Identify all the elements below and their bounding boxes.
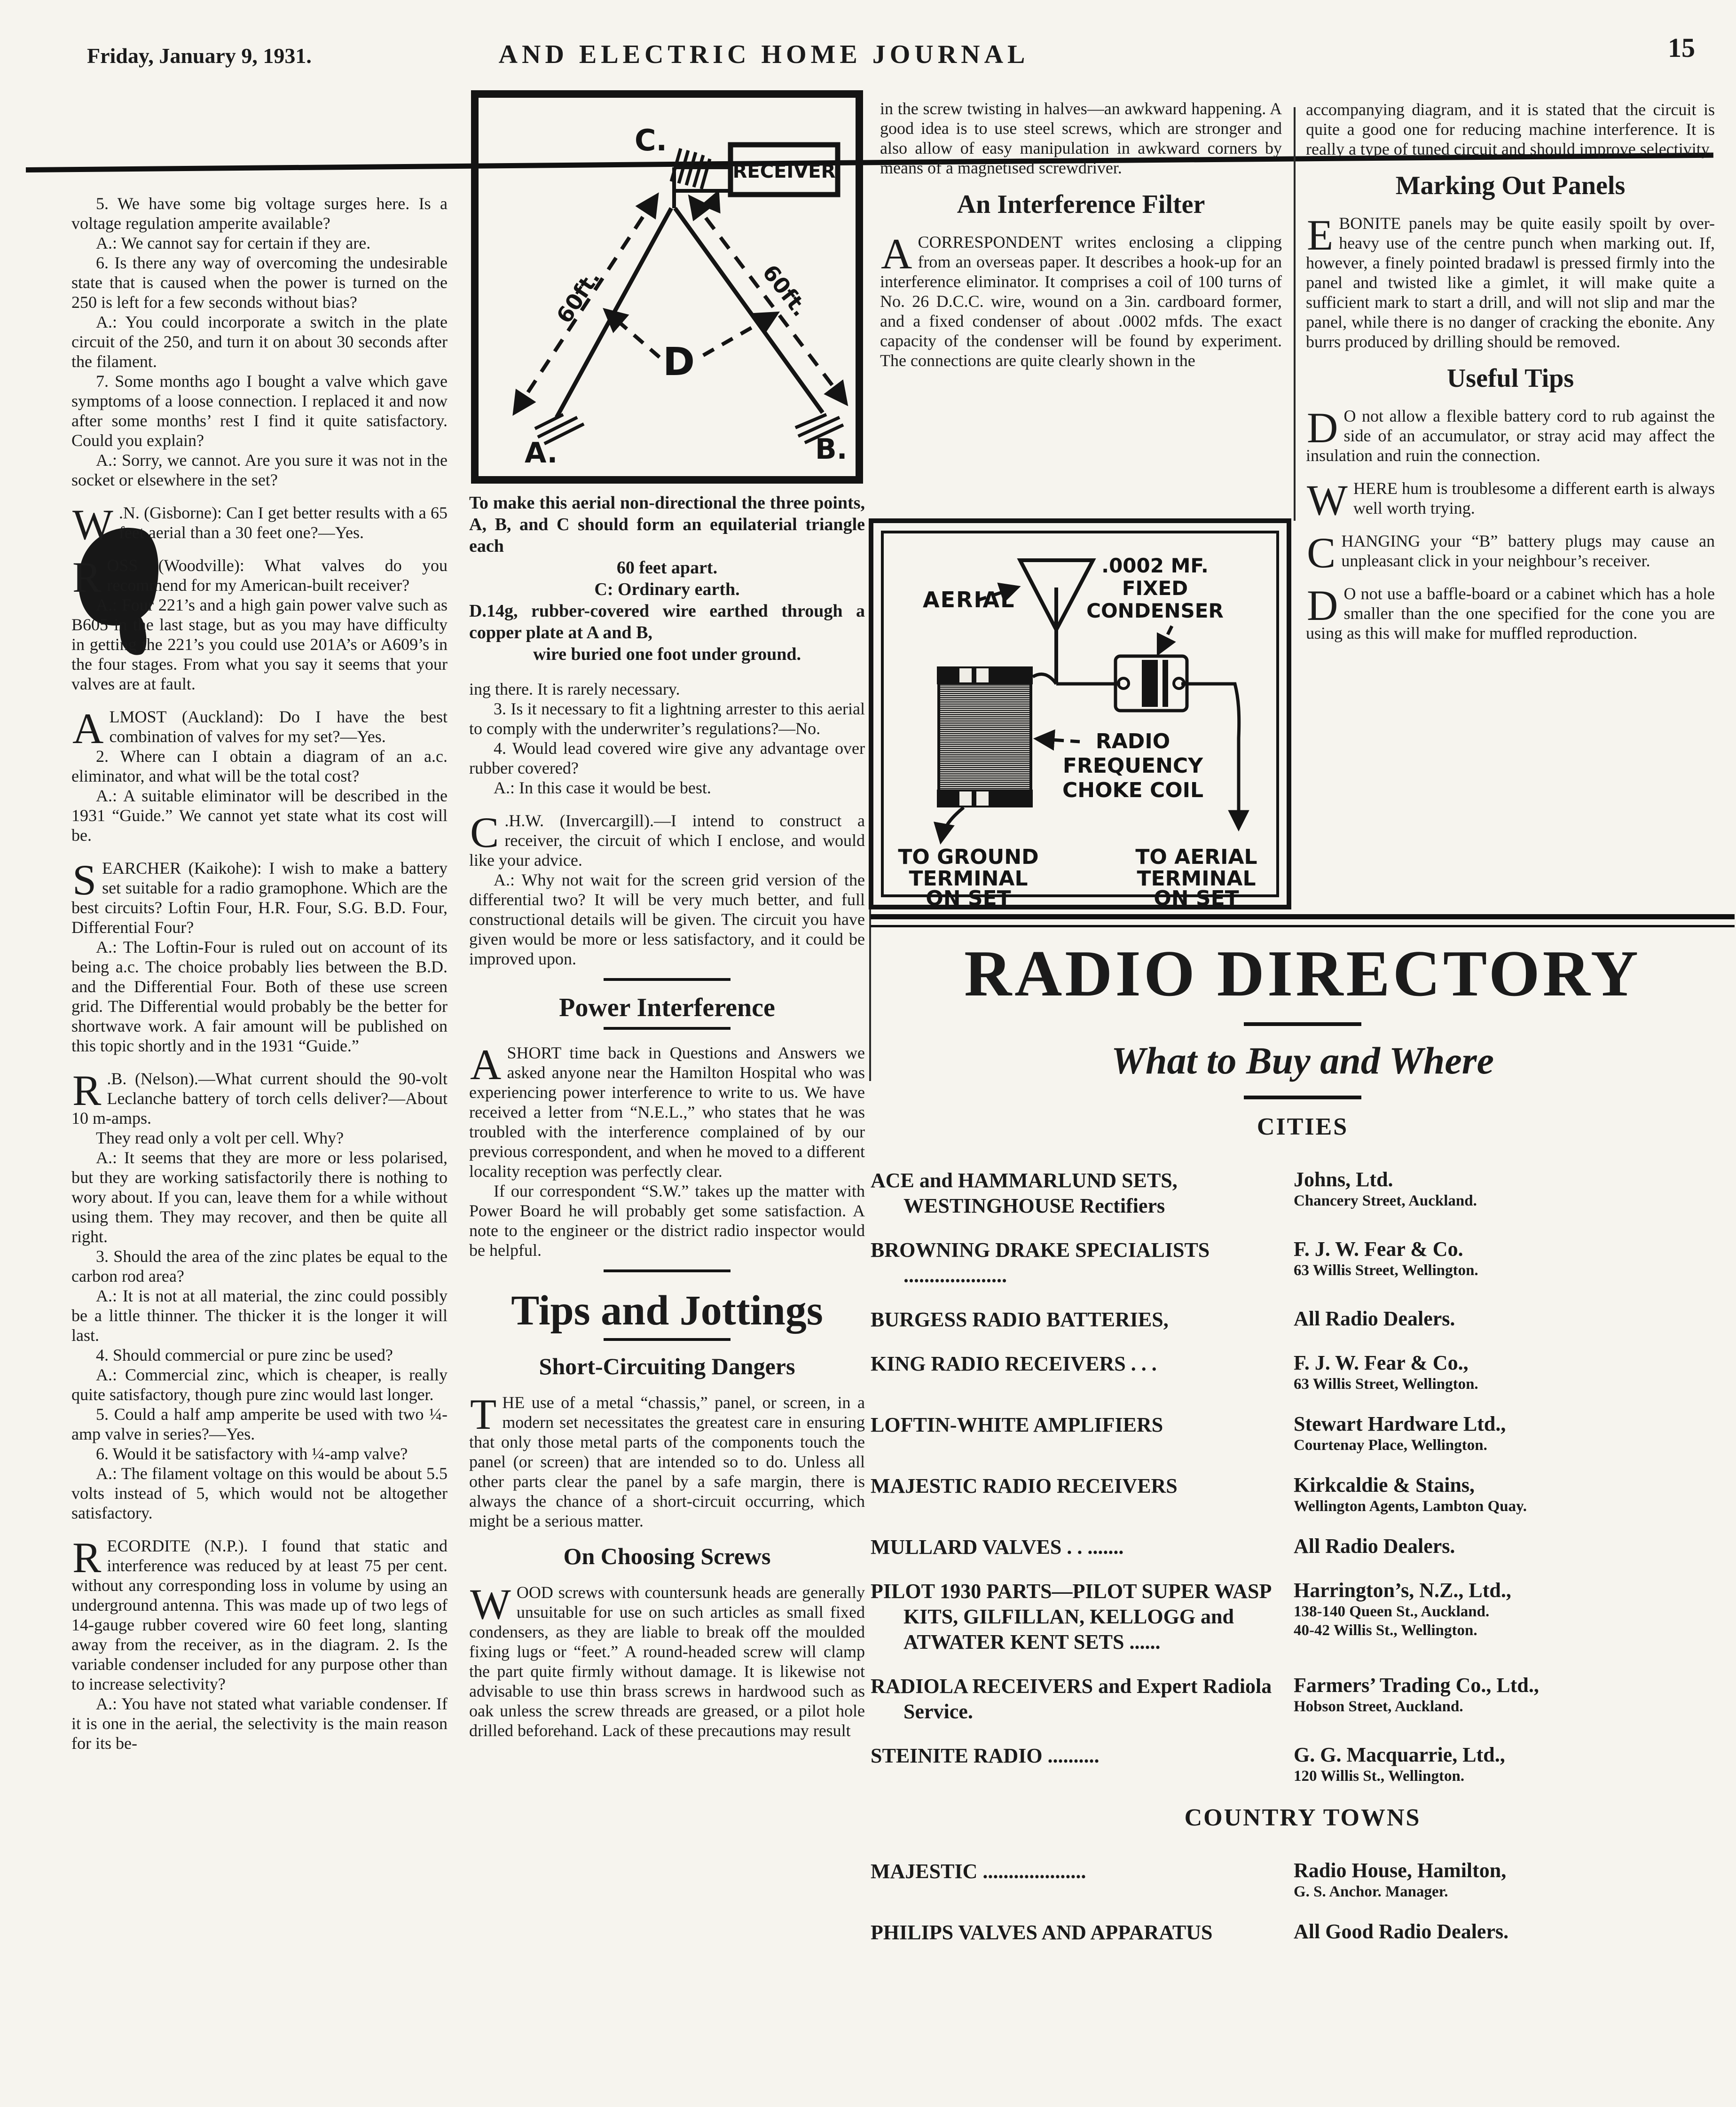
masthead-page-number: 15 (1668, 32, 1695, 63)
caption-line: To make this aerial non-directional the three points, A, B, and C should form an equilaterial triangle each (469, 493, 865, 556)
paragraph-text: ECORDITE (N.P.). I found that static and interference was reduced by at least 75 per cent. without any corresponding loss in volume by using an underground antenna. This was made up of two legs of 14-gauge rubber covered wire 60 feet long, slanting away from the receiver, as in the diagram. 2. Is the variable condenser included for any purpose other than to increase selectivity? (71, 1536, 448, 1693)
directory-product: MULLARD VALVES . . ....... (871, 1535, 1124, 1559)
condenser-label-line3: CONDENSER (1086, 599, 1224, 622)
paragraph-text: EARCHER (Kaikohe): I wish to make a battery set suitable for a radio gramophone. Which are the best circuits? Loftin Four, H.R. Four, S.G. B.D. Four, Differential Four? (71, 859, 448, 937)
directory-dealer (1294, 1743, 1735, 1786)
radio-directory-section (871, 914, 1735, 1964)
directory-dealer (1294, 1238, 1735, 1288)
paragraph-text: CORRESPONDENT writes enclosing a clipping from an overseas paper. It describes a hook-up for an interference eliminator. It comprises a coil of 100 turns of No. 26 D.C.C. wire, wound on a 3in. cardboard former, and a fixed condenser of about .0002 mfds. The exact capacity of the condenser will be found by experiment. The connections are quite clearly shown in the (880, 233, 1282, 370)
ground-label-line1: TO GROUND (898, 845, 1039, 869)
qa-question: 6. Would it be satisfactory with ¼-amp valve? (96, 1444, 408, 1463)
column-right (1306, 100, 1715, 643)
dealer-name: All Radio Dealers. (1294, 1535, 1455, 1558)
qa-answer: A.: The filament voltage on this would be about 5.5 volts instead of 5, which would not be altogether satisfactory. (71, 1464, 448, 1522)
condenser-label-line2: FIXED (1122, 577, 1188, 600)
drop-cap: R (72, 1534, 102, 1582)
article-paragraph (880, 232, 1282, 370)
drop-cap: C (1307, 529, 1336, 577)
dealer-address: 63 Willis Street, Wellington. (1294, 1262, 1478, 1279)
drop-cap: D (1307, 404, 1338, 452)
directory-cities-heading: CITIES (1257, 1113, 1349, 1140)
directory-product: BURGESS RADIO BATTERIES, (871, 1308, 1169, 1331)
tip-item (1306, 581, 1715, 643)
correspondent-item (71, 1066, 448, 1128)
drop-cap: W (1307, 476, 1348, 524)
choke-label-line1: RADIO (1095, 729, 1170, 753)
qa-question: 3. Is it necessary to fit a lightning arrester to this aerial to comply with the underwriter’s regulations?—No. (469, 699, 865, 738)
caption-line: 60 feet apart. (616, 558, 718, 578)
directory-entry (871, 1674, 1735, 1724)
condenser-label-line1: .0002 MF. (1101, 554, 1209, 577)
directory-entry (871, 1535, 1735, 1560)
qa-question: They read only a volt per cell. Why? (96, 1128, 344, 1147)
directory-entry (871, 1351, 1735, 1394)
paragraph-text: LMOST (Auckland): Do I have the best combination of valves for my set?—Yes. (109, 707, 448, 746)
article-continuation: accompanying diagram, and it is stated that the circuit is quite a good one for reducing machine interference. It is really a type of tuned circuit and should improve selectivity. (1306, 100, 1715, 158)
article-paragraph (469, 1043, 865, 1181)
dealer-name: Radio House, Hamilton, (1294, 1859, 1507, 1882)
tip-item (1306, 529, 1715, 577)
aerial-terminal-line2: TERMINAL (1137, 867, 1256, 891)
aerial-terminal-label (1135, 845, 1257, 910)
interference-filter-circuit-diagram (867, 517, 1293, 911)
dealer-address: Courtenay Place, Wellington. (1294, 1437, 1487, 1454)
paragraph-text: O not allow a flexible battery cord to rub against the side of an accumulator, or stray acid may affect the insulation and ruin the connection. (1306, 407, 1715, 465)
dealer-name: F. J. W. Fear & Co. (1294, 1238, 1463, 1261)
qa-question: 4. Should commercial or pure zinc be used? (96, 1346, 393, 1364)
directory-dealer (1294, 1473, 1735, 1516)
qa-question: 6. Is there any way of overcoming the undesirable state that is caused when the power is turned on the 250 is left for a few seconds without bias? (71, 253, 448, 312)
paragraph-text: SHORT time back in Questions and Answers we asked anyone near the Hamilton Hospital who was experiencing power interference to write to us. We have received a letter from “N.E.L.,” who states that he was troubled with the interference complained of by our previous correspondent, and when he moved to a different locality reception was perfectly clear. (469, 1043, 865, 1181)
point-a-label: A. (525, 437, 558, 470)
heading-divider (604, 1338, 731, 1341)
directory-entry (871, 1412, 1735, 1455)
masthead-date: Friday, January 9, 1931. (87, 44, 312, 68)
qa-answer: A.: A suitable eliminator will be described in the 1931 “Guide.” We cannot yet state what its cost will be. (71, 786, 448, 845)
directory-product: LOFTIN-WHITE AMPLIFIERS (871, 1413, 1163, 1436)
dealer-address: Hobson Street, Auckland. (1294, 1698, 1463, 1715)
section-heading-interference-filter: An Interference Filter (957, 190, 1205, 219)
qa-answer: A.: It is not at all material, the zinc could possibly be a little thinner. The thicker it is the longer it will last. (71, 1286, 448, 1345)
directory-dealer (1294, 1859, 1735, 1901)
dealer-address: 63 Willis Street, Wellington. (1294, 1376, 1478, 1393)
column-rule (1294, 107, 1296, 521)
drop-cap: A (881, 230, 912, 278)
dealer-name: Stewart Hardware Ltd., (1294, 1412, 1506, 1435)
correspondent-item (71, 501, 448, 548)
paragraph-text: .N. (Gisborne): Can I get better results with a 65 feet aerial than a 30 feet one?—Yes. (118, 503, 448, 542)
section-heading-power-interference: Power Interference (559, 993, 775, 1022)
ground-label-line2: TERMINAL (909, 867, 1028, 891)
directory-product: ACE and HAMMARLUND SETS, WESTINGHOUSE Rectifiers (871, 1169, 1178, 1217)
dealer-name: All Radio Dealers. (1294, 1307, 1455, 1330)
aerial-triangle-diagram (469, 88, 865, 486)
article-paragraph (1306, 213, 1715, 352)
directory-entry (871, 1920, 1735, 1945)
anchor-hatching (535, 415, 843, 444)
drop-cap: C (470, 808, 499, 856)
drop-cap: D (1307, 581, 1338, 629)
point-b-label: B. (815, 433, 848, 466)
drop-cap: W (72, 501, 113, 548)
dealer-address: Chancery Street, Auckland. (1294, 1192, 1477, 1209)
column-questions-answers (71, 194, 448, 1753)
ground-terminal-label (898, 845, 1038, 910)
qa-question: 2. Where can I obtain a diagram of an a.c. eliminator, and what will be the total cost? (71, 747, 448, 785)
choke-label-line2: FREQUENCY (1062, 754, 1203, 778)
paragraph-text: OSS (Woodville): What valves do you recommend for my American-built receiver? (107, 556, 448, 595)
correspondent-item (71, 1536, 448, 1694)
qa-answer: A.: You have not stated what variable condenser. If it is one in the aerial, the selectivity is the main reason for its be- (71, 1694, 448, 1753)
drop-cap: E (1307, 211, 1334, 259)
dealer-name: Harrington’s, N.Z., Ltd., (1294, 1579, 1511, 1602)
section-divider (604, 978, 731, 981)
drop-cap: R (72, 1066, 102, 1114)
drop-cap: A (72, 705, 104, 752)
paragraph-text: BONITE panels may be quite easily spoilt by over-heavy use of the centre punch when marking out. If, however, a finely pointed bradawl is pressed firmly into the panel and twisted like a gimlet, it will make quite a sufficient mark to start a drill, and will not slip and mar the panel, while there is no danger of cracking the ebonite. Any burrs produced by drilling should be removed. (1306, 214, 1715, 351)
dealer-address: Wellington Agents, Lambton Quay. (1294, 1498, 1527, 1515)
paragraph-text: HANGING your “B” battery plugs may cause an unpleasant click in your neighbour’s receiver. (1341, 532, 1715, 570)
left-length-label: 60ft. (551, 265, 605, 328)
directory-dealer (1294, 1307, 1735, 1332)
column-interference-filter (880, 99, 1282, 370)
drop-cap: R (72, 553, 102, 601)
point-d-label: D (663, 340, 695, 384)
qa-answer: A.: The Loftin-Four is ruled out on account of its being a.c. The choice probably lies between the B.D. and the Differential Four. Both of these use screen grid. The Differential would probably be the better for shortwave work. A fair amount will be published on this topic shortly and in the 1931 “Guide.” (71, 938, 448, 1055)
directory-entry (871, 1743, 1735, 1786)
correspondent-item (71, 553, 448, 601)
directory-dealer (1294, 1674, 1735, 1724)
directory-dealer (1294, 1535, 1735, 1560)
qa-continuation: ing there. It is rarely necessary. (469, 680, 680, 698)
qa-question: 3. Should the area of the zinc plates be equal to the carbon rod area? (71, 1247, 448, 1285)
qa-answer: A.: In this case it would be best. (494, 778, 711, 797)
directory-product: BROWNING DRAKE SPECIALISTS .................... (871, 1238, 1210, 1287)
antenna-symbol (1020, 560, 1093, 684)
article-paragraph (469, 1582, 865, 1740)
column-middle (469, 88, 865, 1740)
correspondent-item (71, 858, 448, 937)
masthead-title: AND ELECTRIC HOME JOURNAL (498, 40, 1029, 69)
directory-product: PILOT 1930 PARTS—PILOT SUPER WASP KITS, GILFILLAN, KELLOGG and ATWATER KENT SETS ...... (871, 1580, 1271, 1653)
dealer-address: 120 Willis St., Wellington. (1294, 1768, 1465, 1785)
section-heading-marking-out-panels: Marking Out Panels (1395, 171, 1626, 200)
directory-dealer (1294, 1920, 1735, 1945)
directory-dealer (1294, 1579, 1735, 1655)
dealer-address: G. S. Anchor. Manager. (1294, 1883, 1448, 1900)
directory-entry (871, 1579, 1735, 1655)
aerial-legs (557, 208, 823, 417)
dealer-name: All Good Radio Dealers. (1294, 1920, 1509, 1943)
dealer-name: Kirkcaldie & Stains, (1294, 1473, 1475, 1496)
tip-item (1306, 476, 1715, 524)
paragraph-text: OOD screws with countersunk heads are generally unsuitable for use on such articles as small fixed condensers, as they are liable to break off the moulded fixing lugs or “feet.” A round-headed screw will clamp the part quite firmly without damage. It is likewise not advisable to use thin brass screws in hardwood such as oak unless the screw threads are greased, or a pilot hole drilled beforehand. Lack of these precautions may result (469, 1583, 865, 1740)
section-heading-tips-and-jottings: Tips and Jottings (511, 1287, 823, 1334)
condenser-label (1086, 554, 1224, 652)
directory-product: MAJESTIC RADIO RECEIVERS (871, 1474, 1178, 1497)
qa-question: 5. We have some big voltage surges here. Is a voltage regulation amperite available? (71, 194, 448, 233)
ground-label-line3: ON SET (926, 886, 1011, 910)
qa-answer: A.: Four 221’s and a high gain power valve such as B605 in the last stage, but as you may have difficulty in getting the 221’s you could use 201A’s or A609’s in the four stages. From what you say it seems that your valves are at fault. (71, 595, 448, 693)
drop-cap: T (470, 1390, 497, 1438)
choke-coil-label (1037, 729, 1203, 802)
directory-entry (871, 1238, 1735, 1288)
directory-dealer (1294, 1412, 1735, 1455)
dealer-name: Farmers’ Trading Co., Ltd., (1294, 1674, 1539, 1697)
directory-entry (871, 1168, 1735, 1219)
directory-product: MAJESTIC .................... (871, 1860, 1086, 1883)
paragraph-text: O not use a baffle-board or a cabinet which has a hole smaller than the one specified for the cone you are using as this will make for muffled reproduction. (1306, 584, 1715, 642)
paragraph-text: .B. (Nelson).—What current should the 90-volt Leclanche battery of torch cells deliver?—About 10 m-amps. (71, 1069, 448, 1128)
directory-divider (1244, 1022, 1361, 1026)
directory-entry (871, 1307, 1735, 1332)
right-length-label: 60ft. (757, 259, 813, 321)
drop-cap: W (470, 1580, 511, 1628)
qa-question: 4. Would lead covered wire give any advantage over rubber covered? (469, 739, 865, 777)
directory-dealer (1294, 1168, 1735, 1219)
paragraph-text: HERE hum is troublesome a different earth is always well worth trying. (1353, 479, 1715, 517)
qa-answer: A.: You could incorporate a switch in the plate circuit of the 250, and turn it on about 30 seconds after the filament. (71, 313, 448, 371)
article-paragraph (469, 1390, 865, 1531)
directory-product: KING RADIO RECEIVERS . . . (871, 1352, 1157, 1375)
directory-title: RADIO DIRECTORY (964, 937, 1641, 1010)
qa-question: 7. Some months ago I bought a valve which gave symptoms of a loose connection. I replaced it and now after some months’ rest I find it quite satisfactory. Could you explain? (71, 372, 448, 450)
receiver-label: RECEIVER (732, 161, 836, 182)
drop-cap: S (72, 856, 97, 904)
qa-question: 5. Could a half amp amperite be used with two ¼-amp valve in series?—Yes. (71, 1405, 448, 1443)
aerial-terminal-line3: ON SET (1154, 886, 1239, 910)
interference-filter-figure (867, 517, 1293, 911)
qa-answer: A.: Commercial zinc, which is cheaper, is really quite satisfactory, though pure zinc would last longer. (71, 1365, 448, 1404)
dealer-name: G. G. Macquarrie, Ltd., (1294, 1743, 1505, 1766)
dealer-name: F. J. W. Fear & Co., (1294, 1351, 1469, 1374)
directory-product: RADIOLA RECEIVERS and Expert Radiola Service. (871, 1675, 1272, 1723)
qa-answer: A.: Why not wait for the screen grid version of the differential two? It will be very much better, and full constructional details will be given. The circuit you have given would be more or less satisfactory, and it could be improved upon. (469, 870, 865, 968)
dealer-address: 138-140 Queen St., Auckland. (1294, 1603, 1490, 1620)
section-divider (604, 1269, 731, 1272)
qa-answer: A.: It seems that they are more or less polarised, but they are working satisfactorily there is nothing to wory about. If you can, leave them for a while without using them. They may recover, and then be quite all right. (71, 1148, 448, 1246)
figure-caption (469, 492, 865, 665)
correspondent-item (71, 705, 448, 752)
directory-entry (871, 1859, 1735, 1901)
directory-product: STEINITE RADIO .......... (871, 1744, 1100, 1767)
qa-answer: A.: We cannot say for certain if they are. (96, 234, 371, 252)
section-heading-useful-tips: Useful Tips (1446, 364, 1574, 393)
aerial-label: AERIAL (923, 587, 1015, 612)
choke-label-line3: CHOKE COIL (1062, 778, 1204, 802)
heading-divider (604, 1027, 731, 1030)
directory-product: PHILIPS VALVES AND APPARATUS (871, 1921, 1213, 1944)
paragraph-text: HE use of a metal “chassis,” panel, or screen, in a modern set necessitates the greatest care in ensuring that only those metal parts of the components touch the panel (or screen) that are intended so to do. Unless all other parts clear the panel by a safe margin, there is always the chance of a short-circuit occurring, which might be a serious matter. (469, 1393, 865, 1530)
caption-line: D.14g, rubber-covered wire earthed through a copper plate at A and B, (469, 601, 865, 642)
directory-dealer (1294, 1351, 1735, 1394)
choke-coil-symbol (937, 666, 1033, 807)
fixed-condenser-symbol (1115, 656, 1187, 711)
dealer-name: Johns, Ltd. (1294, 1168, 1393, 1191)
qa-answer: A.: Sorry, we cannot. Are you sure it was not in the socket or elsewhere in the set? (71, 451, 448, 489)
paragraph-text: .H.W. (Invercargill).—I intend to construct a receiver, the circuit of which I enclose, and would like your advice. (469, 811, 865, 869)
directory-top-rule (871, 914, 1735, 927)
aerial-terminal-line1: TO AERIAL (1135, 845, 1257, 869)
caption-line: C: Ordinary earth. (594, 580, 740, 599)
directory-divider (1244, 1096, 1361, 1099)
tip-item (1306, 406, 1715, 465)
directory-country-towns-heading: COUNTRY TOWNS (1184, 1804, 1421, 1831)
directory-subtitle: What to Buy and Where (1111, 1039, 1494, 1082)
drop-cap: A (470, 1041, 502, 1089)
article-paragraph: If our correspondent “S.W.” takes up the matter with Power Board he will probably get some satisfaction. A note to the engineer or the district radio inspector would be helpful. (469, 1182, 865, 1260)
subheading-short-circuiting-dangers: Short-Circuiting Dangers (539, 1353, 795, 1379)
correspondent-item (469, 808, 865, 870)
subheading-on-choosing-screws: On Choosing Screws (563, 1543, 771, 1569)
caption-line: wire buried one foot under ground. (533, 644, 801, 664)
dealer-address: 40-42 Willis St., Wellington. (1294, 1622, 1477, 1639)
directory-entry (871, 1473, 1735, 1516)
point-c-label: C. (635, 123, 668, 157)
article-continuation: in the screw twisting in halves—an awkward happening. A good idea is to use steel screws, which are stronger and also allow of easy manipulation in awkward corners by means of a magnetised screwdriver. (880, 99, 1282, 177)
